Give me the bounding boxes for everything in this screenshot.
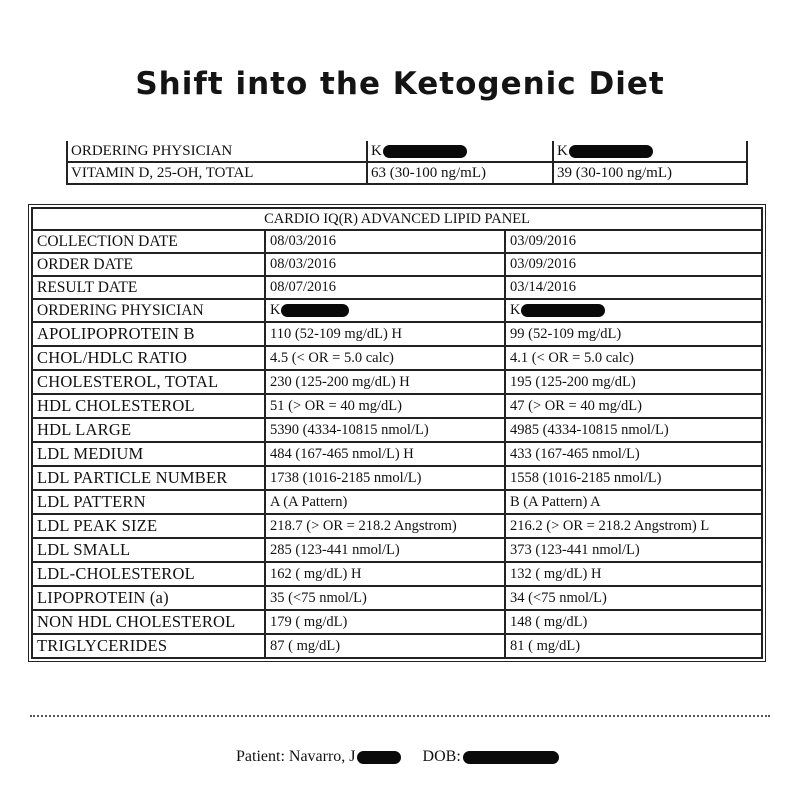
result-value-1-text: 110 (52-109 mg/dL) H <box>270 325 402 342</box>
result-value-2-text: 34 (<75 nmol/L) <box>510 589 607 606</box>
row-label <box>32 230 265 253</box>
table-row <box>67 162 747 184</box>
lipid-panel-table <box>31 207 763 659</box>
result-value-1-text: 285 (123-441 nmol/L) <box>270 541 400 558</box>
table-row <box>32 442 762 466</box>
result-value-2 <box>505 562 762 586</box>
result-value-1-text: 08/07/2016 <box>270 279 337 295</box>
row-label-text: LDL PEAK SIZE <box>37 516 158 535</box>
result-value-1 <box>367 141 553 162</box>
row-label-text: ORDER DATE <box>37 255 134 273</box>
redaction-bar <box>281 304 349 317</box>
result-value-2-text: B (A Pattern) A <box>510 493 601 510</box>
result-value-2-text: 03/09/2016 <box>510 256 577 272</box>
patient-name: Navarro, J <box>288 748 356 765</box>
result-value-1 <box>367 162 553 184</box>
table-row <box>32 634 762 658</box>
table-row <box>32 346 762 370</box>
result-value-1-text: 35 (<75 nmol/L) <box>270 589 367 606</box>
row-label-text: NON HDL CHOLESTEROL <box>37 612 236 631</box>
result-value-1-text: 5390 (4334-10815 nmol/L) <box>270 421 429 438</box>
row-label-text: APOLIPOPROTEIN B <box>37 324 195 343</box>
result-value-2 <box>505 442 762 466</box>
row-label <box>32 299 265 322</box>
row-label-text: HDL CHOLESTEROL <box>37 396 195 415</box>
lipid-panel-header: CARDIO IQ(R) ADVANCED LIPID PANEL <box>32 208 762 230</box>
row-label <box>32 322 265 346</box>
result-value-1 <box>265 253 505 276</box>
table-row <box>32 562 762 586</box>
row-label-text: VITAMIN D, 25-OH, TOTAL <box>71 165 254 181</box>
result-value-2 <box>505 370 762 394</box>
table-row <box>32 490 762 514</box>
result-value-1 <box>265 514 505 538</box>
table-row <box>32 610 762 634</box>
result-value-1 <box>265 230 505 253</box>
result-value-1-text: 1738 (1016-2185 nmol/L) <box>270 469 422 486</box>
row-label <box>32 514 265 538</box>
result-value-1 <box>265 418 505 442</box>
row-label <box>32 253 265 276</box>
table-row <box>32 394 762 418</box>
table-row <box>32 276 762 299</box>
result-value-1 <box>265 634 505 658</box>
result-value-1 <box>265 490 505 514</box>
result-value-2 <box>505 394 762 418</box>
result-value-2 <box>505 538 762 562</box>
table-row <box>32 253 762 276</box>
result-value-1 <box>265 466 505 490</box>
table-row <box>32 586 762 610</box>
result-value-1-text: 08/03/2016 <box>270 256 337 272</box>
result-value-1 <box>265 538 505 562</box>
dotted-divider <box>30 715 770 717</box>
result-value-2-text: 1558 (1016-2185 nmol/L) <box>510 469 662 486</box>
result-value-2 <box>553 141 747 162</box>
row-label <box>32 562 265 586</box>
row-label-text: HDL LARGE <box>37 420 132 439</box>
result-value-2-text: 195 (125-200 mg/dL) <box>510 373 636 390</box>
result-value-1-text: K <box>371 143 382 159</box>
result-value-2 <box>505 230 762 253</box>
result-value-1 <box>265 276 505 299</box>
row-label-text: LIPOPROTEIN (a) <box>37 588 169 607</box>
result-value-2-text: K <box>510 302 521 318</box>
result-value-2-text: 03/14/2016 <box>510 279 577 295</box>
result-value-2-text: K <box>557 143 568 159</box>
result-value-1-text: 08/03/2016 <box>270 233 337 249</box>
result-value-1 <box>265 442 505 466</box>
result-value-2 <box>505 466 762 490</box>
result-value-2 <box>505 610 762 634</box>
result-value-2 <box>505 514 762 538</box>
row-label-text: LDL PARTICLE NUMBER <box>37 468 228 487</box>
result-value-2 <box>505 276 762 299</box>
row-label <box>32 346 265 370</box>
row-label-text: LDL MEDIUM <box>37 444 144 463</box>
result-value-2-text: 03/09/2016 <box>510 233 577 249</box>
row-label-text: LDL SMALL <box>37 540 131 559</box>
table-row <box>32 538 762 562</box>
row-label <box>32 276 265 299</box>
result-value-2 <box>553 162 747 184</box>
result-value-2-text: 4985 (4334-10815 nmol/L) <box>510 421 669 438</box>
table-row <box>32 230 762 253</box>
result-value-2-text: 132 ( mg/dL) H <box>510 565 602 582</box>
lipid-panel-header-row <box>32 208 762 230</box>
row-label <box>32 490 265 514</box>
patient-label: Patient: <box>236 748 285 765</box>
row-label <box>32 634 265 658</box>
row-label <box>32 418 265 442</box>
row-label-text: CHOLESTEROL, TOTAL <box>37 372 219 391</box>
row-label <box>32 610 265 634</box>
redaction-bar <box>463 751 559 764</box>
result-value-2 <box>505 490 762 514</box>
result-value-1-text: 4.5 (< OR = 5.0 calc) <box>270 349 394 366</box>
result-value-2 <box>505 322 762 346</box>
result-value-2 <box>505 586 762 610</box>
redaction-bar <box>383 145 467 158</box>
result-value-1-text: K <box>270 302 281 318</box>
row-label-text: LDL-CHOLESTEROL <box>37 564 195 583</box>
result-value-1 <box>265 586 505 610</box>
result-value-1-text: 51 (> OR = 40 mg/dL) <box>270 397 402 414</box>
table-row <box>32 418 762 442</box>
result-value-2 <box>505 253 762 276</box>
row-label <box>32 370 265 394</box>
result-value-2 <box>505 299 762 322</box>
vitamin-d-table <box>66 141 748 185</box>
result-value-2-text: 47 (> OR = 40 mg/dL) <box>510 397 642 414</box>
row-label <box>32 586 265 610</box>
result-value-1-text: 87 ( mg/dL) <box>270 637 341 654</box>
row-label-text: LDL PATTERN <box>37 492 146 511</box>
table-row <box>32 299 762 322</box>
table-row <box>32 322 762 346</box>
result-value-2-text: 99 (52-109 mg/dL) <box>510 325 622 342</box>
row-label <box>32 466 265 490</box>
row-label-text: ORDERING PHYSICIAN <box>71 143 233 159</box>
page-title: Shift into the Ketogenic Diet <box>135 66 665 102</box>
result-value-1-text: 484 (167-465 nmol/L) H <box>270 445 414 462</box>
row-label <box>32 538 265 562</box>
result-value-1 <box>265 610 505 634</box>
result-value-1 <box>265 322 505 346</box>
table-row <box>32 514 762 538</box>
table-row <box>32 370 762 394</box>
row-label <box>67 141 367 162</box>
result-value-1-text: 218.7 (> OR = 218.2 Angstrom) <box>270 517 457 534</box>
row-label <box>32 394 265 418</box>
result-value-1 <box>265 370 505 394</box>
result-value-2-text: 39 (30-100 ng/mL) <box>557 165 672 181</box>
patient-footer <box>236 748 559 766</box>
result-value-1-text: 63 (30-100 ng/mL) <box>371 165 486 181</box>
result-value-1-text: 230 (125-200 mg/dL) H <box>270 373 410 390</box>
result-value-2-text: 81 ( mg/dL) <box>510 637 581 654</box>
result-value-2-text: 216.2 (> OR = 218.2 Angstrom) L <box>510 517 710 534</box>
result-value-2 <box>505 418 762 442</box>
redaction-bar <box>569 145 653 158</box>
redaction-bar <box>357 751 401 764</box>
row-label-text: RESULT DATE <box>37 278 138 296</box>
result-value-2-text: 373 (123-441 nmol/L) <box>510 541 640 558</box>
result-value-2 <box>505 634 762 658</box>
result-value-1 <box>265 394 505 418</box>
result-value-1 <box>265 562 505 586</box>
result-value-1-text: 162 ( mg/dL) H <box>270 565 362 582</box>
result-value-1 <box>265 346 505 370</box>
row-label-text: COLLECTION DATE <box>37 232 178 250</box>
result-value-2 <box>505 346 762 370</box>
result-value-1-text: 179 ( mg/dL) <box>270 613 348 630</box>
redaction-bar <box>521 304 605 317</box>
row-label <box>32 442 265 466</box>
row-label-text: TRIGLYCERIDES <box>37 636 168 655</box>
result-value-2-text: 4.1 (< OR = 5.0 calc) <box>510 349 634 366</box>
dob-label: DOB: <box>422 748 461 765</box>
row-label-text: CHOL/HDLC RATIO <box>37 348 188 367</box>
result-value-2-text: 433 (167-465 nmol/L) <box>510 445 640 462</box>
result-value-1 <box>265 299 505 322</box>
table-row <box>32 466 762 490</box>
result-value-1-text: A (A Pattern) <box>270 493 348 510</box>
table-row <box>67 141 747 162</box>
row-label <box>67 162 367 184</box>
result-value-2-text: 148 ( mg/dL) <box>510 613 588 630</box>
row-label-text: ORDERING PHYSICIAN <box>37 301 204 319</box>
